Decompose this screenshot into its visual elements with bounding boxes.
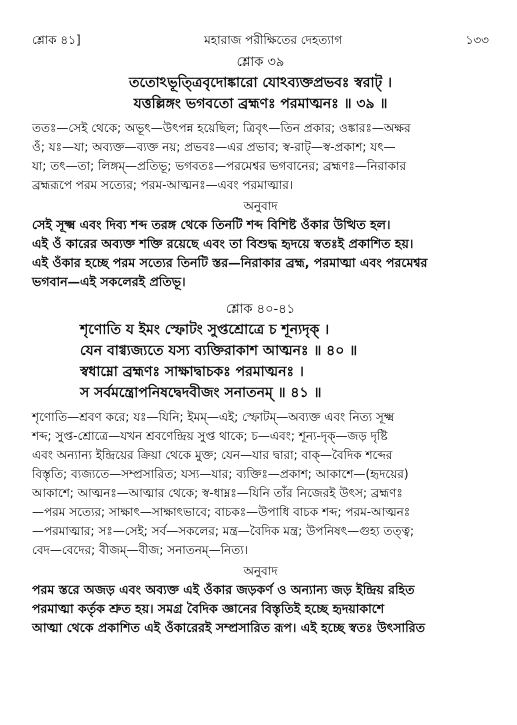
running-header [32,32,489,48]
synonym-line: যা; তৎ—তা; লিঙ্গম্—প্রতিভূ; ভগবতঃ—পরমেশ্বর ভগবানের; ব্রহ্মণঃ—নিরাকার [32,159,407,173]
sloka-39-synonyms [32,119,489,195]
translation-line: এই ওঁ কারের অব্যক্ত শক্তি রয়েছে এবং তা বিশুদ্ধ হৃদয়ে স্বতঃই প্রকাশিত হয়। [32,236,414,251]
translation-line: ভগবান—এই সকলেরই প্রতিভূ। [32,274,186,289]
translation-line: পরম স্তরে অজড় এবং অব্যক্ত এই ওঁকার জড়কর্ণ ও অন্যান্য জড় ইন্দ্রিয় রহিত [32,582,415,597]
sloka-39-title: শ্লোক ৩৯ [236,55,285,70]
synonym-line: আকাশে; আত্মনঃ—আত্মার থেকে; স্ব-ধাম্নঃ—যিনি তাঁর নিজেরই উৎস; ব্রহ্মণঃ [32,486,403,500]
synonym-line: —পরম সত্যের; সাক্ষাৎ—সাক্ষাৎভাবে; বাচকঃ—উপাধি বাচক শব্দ; পরম-আত্মনঃ [32,505,411,519]
sloka-40-41-title: শ্লোক ৪০-৪১ [225,302,296,317]
synonym-line: শৃণোতি—শ্রবণ করে; যঃ—যিনি; ইমম্—এই; স্ফোটম্—অব্যক্ত এবং নিত্য সূক্ষ্ম [32,410,395,424]
header-verse-ref: শ্লোক ৪১] [32,33,81,47]
synonym-line: বিস্তৃতি; ব্যজ্যতে—সম্প্রসারিত; যস্য—যার; ব্যক্তিঃ—প্রকাশ; আকাশে—(হৃদয়ের) [32,467,409,481]
sloka-39-translation [32,215,489,291]
translation-line: পরমাত্মা কর্তৃক শ্রুত হয়। সমগ্র বৈদিক জ্ঞানের বিস্তৃতিই হচ্ছে হৃদয়াকাশে [32,601,385,616]
page-number: ১৩৩ [465,33,489,47]
sloka-40-line-2: যেন বাগ্ব্যজ্যতে যস্য ব্যক্তিরাকাশ আত্মনঃ ॥ ৪০ ॥ [80,343,358,359]
sloka-39-line-2: যত্তল্লিঙ্গং ভগবতো ব্রহ্মণঃ পরমাত্মনঃ ॥ ৩৯ ॥ [133,96,388,112]
synonym-line: —পরমাত্মার; সঃ—সেই; সর্ব—সকলের; মন্ত্র—বৈদিক মন্ত্র; উপনিষৎ—গুহ্য তত্ত্ব; [32,524,415,538]
synonym-line: এবং অন্যান্য ইন্দ্রিয়ের ক্রিয়া থেকে মুক্ত; যেন—যার দ্বারা; বাক্—বৈদিক শব্দের [32,448,393,462]
sloka-40-41-translation [32,580,489,637]
translation-line: এই ওঁকার হচ্ছে পরম সত্যের তিনটি স্তর—নিরাকার ব্রহ্ম, পরমাত্মা এবং পরমেশ্বর [32,255,428,270]
synonym-line: ততঃ—সেই থেকে; অভূৎ—উৎপন্ন হয়েছিল; ত্রিবৃৎ—তিন প্রকার; ওঙ্কারঃ—অক্ষর [32,121,411,135]
sloka-40-41-synonyms [32,408,489,560]
sloka-39-translation-title: অনুবাদ [243,199,278,213]
sloka-39-line-1: ততোঽভূত্ত্রিবৃদোঙ্কারো যোঽব্যক্তপ্রভবঃ স্বরাট্ । [128,75,393,91]
translation-line: সেই সূক্ষ্ম এবং দিব্য শব্দ তরঙ্গ থেকে তিনটি শব্দ বিশিষ্ট ওঁকার উত্থিত হল। [32,217,391,232]
header-chapter-title: মহারাজ পরীক্ষিতের দেহত্যাগ [204,33,343,47]
sloka-41-line-1: স্বধাম্নো ব্রহ্মণঃ সাক্ষাদ্বাচকঃ পরমাত্মনঃ । [80,364,304,380]
sloka-40-line-1: শৃণোতি য ইমং স্ফোটং সুপ্তশ্রোত্রে চ শূন্যদৃক্ । [80,322,330,338]
synonym-line: বেদ—বেদের; বীজম্—বীজ; সনাতনম্—নিত্য। [32,543,248,557]
sloka-41-line-2: স সর্বমন্ত্রোপনিষদ্বেদবীজং সনাতনম্ ॥ ৪১ ॥ [80,385,322,401]
synonym-line: ওঁ; যঃ—যা; অব্যক্ত—ব্যক্ত নয়; প্রভবঃ—এর প্রভাব; স্ব-রাট্—স্ব-প্রকাশ; যৎ— [32,140,396,154]
synonym-line: শব্দ; সুপ্ত-শ্রোত্রে—যখন শ্রবণেন্দ্রিয় সুপ্ত থাকে; চ—এবং; শূন্য-দৃক্—জড় দৃষ্টি [32,429,388,443]
sloka-40-41-translation-title: অনুবাদ [243,564,278,578]
translation-line: আত্মা থেকে প্রকাশিত এই ওঁকারেরই সম্প্রসারিত রূপ। এই হচ্ছে স্বতঃ উৎসারিত [32,620,426,635]
synonym-line: ব্রহ্মরূপে পরম সত্যের; পরম-আত্মনঃ—এবং পরমাত্মার। [32,178,294,192]
